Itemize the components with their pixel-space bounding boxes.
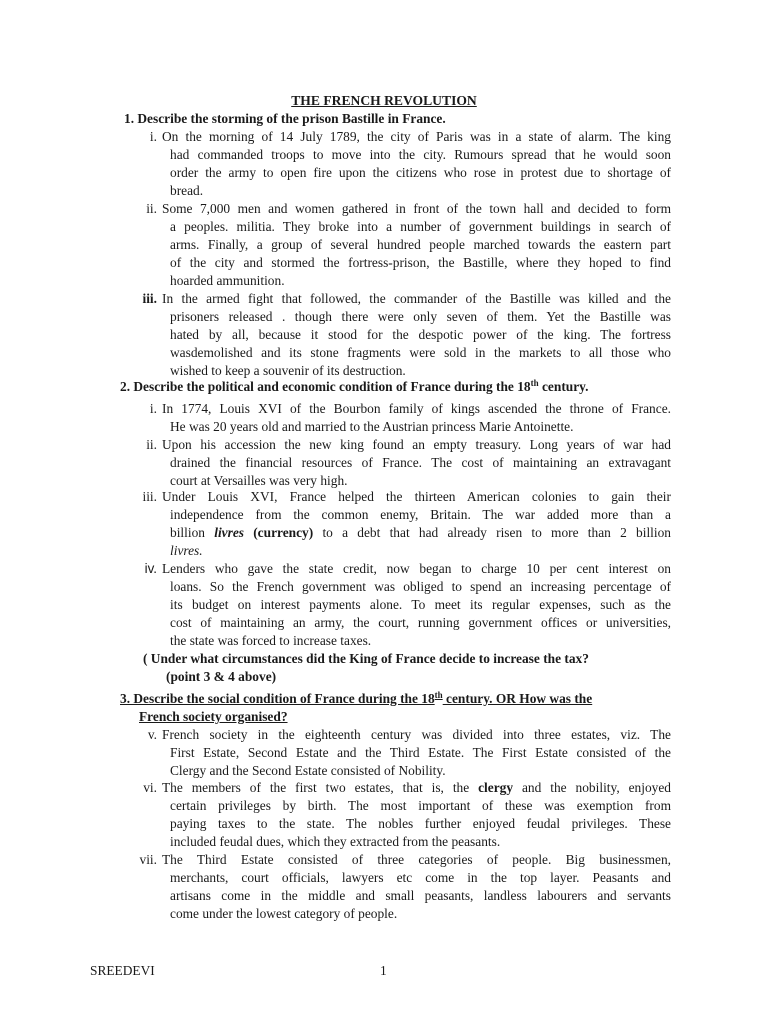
list-marker: iii. <box>142 489 157 504</box>
list-item-line: On the morning of 14 July 1789, the city of Paris was in a state of alarm. The king <box>162 129 671 144</box>
question-2 <box>120 378 588 396</box>
page-title: THE FRENCH REVOLUTION <box>291 93 477 108</box>
list-item-line: of the city and stormed the fortress-prison, the Bastille, where they hoped to find <box>170 255 671 270</box>
list-item-line: included feudal dues, which they extracted from the peasants. <box>170 834 501 849</box>
list-item-line: billion livres (currency) to a debt that had already risen to more than 2 billion <box>170 525 671 540</box>
list-item-line: paying taxes to the state. The nobles further enjoyed feudal privileges. These <box>170 816 671 831</box>
question-1: 1. Describe the storming of the prison Bastille in France. <box>124 111 446 126</box>
list-item-line: artisans come in the middle and small peasants, landless labourers and servants <box>170 888 671 903</box>
list-item-line: Upon his accession the new king found an empty treasury. Long years of war had <box>162 437 671 452</box>
question-3 <box>120 690 592 708</box>
list-marker: iv. <box>144 561 157 576</box>
list-item-line: He was 20 years old and married to the Austrian princess Marie Antoinette. <box>170 419 574 434</box>
list-item-line: hoarded ammunition. <box>170 273 285 288</box>
list-item-line: certain privileges by birth. The most important of these was exemption from <box>170 798 671 813</box>
footer-author: SREEDEVI <box>90 963 155 978</box>
list-item-line: bread. <box>170 183 204 198</box>
list-item-line: prisoners released . though there were only seven of them. Yet the Bastille was <box>170 309 671 324</box>
list-item-line: hated by all, because it stood for the despotic power of the king. The fortress <box>170 327 671 342</box>
list-item-line: Lenders who gave the state credit, now began to charge 10 per cent interest on <box>162 561 671 576</box>
question-2-text: 2. Describe the political and economic condition of France during the 18 <box>120 379 531 394</box>
question-3-line-2-text: French society organised? <box>139 709 288 724</box>
list-item-line: had commanded troops to move into the city. Rumours spread that he would soon <box>170 147 671 162</box>
list-item-line: livres. <box>170 543 203 558</box>
list-item-line: merchants, court officials, lawyers etc come in the top layer. Peasants and <box>170 870 671 885</box>
list-item-line: The Third Estate consisted of three categories of people. Big businessmen, <box>162 852 671 867</box>
list-item-line: drained the financial resources of France. The cost of maintaining an extravagant <box>170 455 671 470</box>
question-3-sup: th <box>434 690 443 700</box>
list-item-line: a peoples. militia. They broke into a number of government buildings in search of <box>170 219 671 234</box>
list-item-line: court at Versailles was very high. <box>170 473 348 488</box>
list-item-line: arms. Finally, a group of several hundred people marched towards the eastern part <box>170 237 671 252</box>
list-marker: iii. <box>142 291 157 306</box>
note-line-2: (point 3 & 4 above) <box>166 669 277 684</box>
list-item-line: wasdemolished and its stone fragments were sold in the markets to all those who <box>170 345 671 360</box>
list-marker: v. <box>147 727 157 742</box>
list-item-line: Clergy and the Second Estate consisted of Nobility. <box>170 763 446 778</box>
list-marker: vi. <box>143 780 157 795</box>
list-item-line: Under Louis XVI, France helped the thirteen American colonies to gain their <box>162 489 671 504</box>
list-marker: i. <box>149 401 157 416</box>
list-item-line: order the army to open fire upon the citizens who rose in protest due to shortage of <box>170 165 671 180</box>
list-item-line: In the armed fight that followed, the commander of the Bastille was killed and the <box>162 291 671 306</box>
list-marker: i. <box>149 129 157 144</box>
list-item-line: French society in the eighteenth century was divided into three estates, viz. The <box>162 727 671 742</box>
list-item-line: wished to keep a souvenir of its destruction. <box>170 363 406 378</box>
question-2-sup: th <box>530 378 539 388</box>
list-item-line: Some 7,000 men and women gathered in front of the town hall and decided to form <box>162 201 671 216</box>
page-number: 1 <box>380 963 387 978</box>
list-marker: vii. <box>139 852 157 867</box>
question-2-text-end: century. <box>538 379 589 394</box>
list-item-line: cost of maintaining an army, the court, running government offices or universities, <box>170 615 671 630</box>
list-item-line: In 1774, Louis XVI of the Bourbon family of kings ascended the throne of France. <box>162 401 671 416</box>
list-item-line: come under the lowest category of people. <box>170 906 398 921</box>
question-3-text-end: century. OR How was the <box>442 691 593 706</box>
note-line-1: ( Under what circumstances did the King of France decide to increase the tax? <box>143 651 589 666</box>
question-3-line-2 <box>139 708 288 726</box>
list-item-line: the state was forced to increase taxes. <box>170 633 372 648</box>
list-marker: ii. <box>146 201 157 216</box>
list-item-line: independence from the common enemy, Britain. The war added more than a <box>170 507 671 522</box>
list-item-line: The members of the first two estates, that is, the clergy and the nobility, enjoyed <box>162 780 671 795</box>
list-item-line: First Estate, Second Estate and the Third Estate. The First Estate consisted of the <box>170 745 671 760</box>
list-item-line: its budget on interest payments alone. To meet its regular expenses, such as the <box>170 597 671 612</box>
list-marker: ii. <box>146 437 157 452</box>
list-item-line: loans. So the French government was obliged to spend an increasing percentage of <box>170 579 671 594</box>
question-3-text: 3. Describe the social condition of France during the 18 <box>120 691 435 706</box>
